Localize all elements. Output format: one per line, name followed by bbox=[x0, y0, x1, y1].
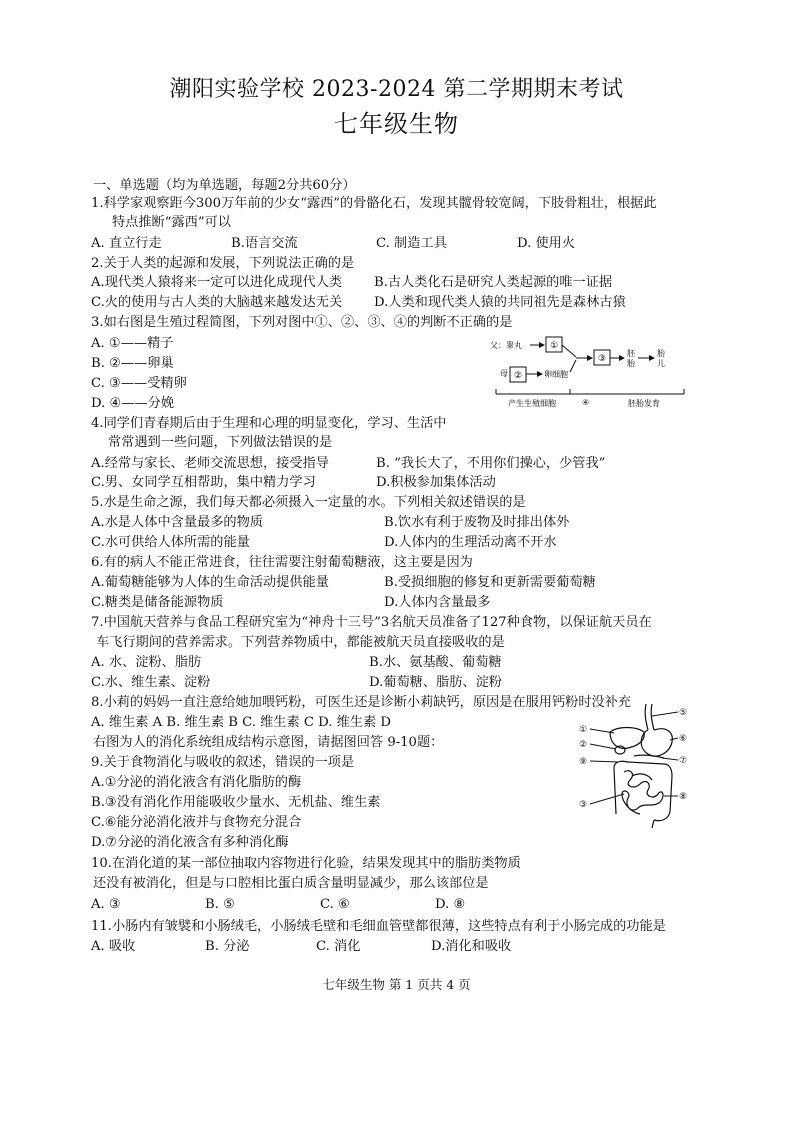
diagram-embryo-1: 胚 bbox=[627, 349, 635, 358]
q3-option-a: A. ①——精子 bbox=[91, 336, 174, 351]
diagram-caption-2: 胚胎发育 bbox=[628, 399, 660, 408]
organ-label-1: ① bbox=[579, 725, 588, 735]
q6-option-c: C.糖类是储备能源物质 bbox=[91, 595, 224, 610]
q11-option-d: D.消化和吸收 bbox=[431, 939, 512, 954]
q2-stem: 2.关于人类的起源和发展，下列说法正确的是 bbox=[91, 256, 355, 271]
q7-option-d: D.葡萄糖、脂肪、淀粉 bbox=[369, 675, 502, 690]
q2-option-d: D.人类和现代类人猿的共同祖先是森林古猿 bbox=[374, 295, 626, 310]
q6-option-b: B.受损细胞的修复和更新需要葡萄糖 bbox=[384, 575, 596, 590]
organ-label-9: ⑨ bbox=[579, 757, 588, 767]
diagram-label-1: ① bbox=[549, 341, 559, 351]
q3-stem: 3.如右图是生殖过程简图，下列对图中①、②、③、④的判断不正确的是 bbox=[91, 315, 513, 330]
page-footer: 七年级生物 第 1 页共 4 页 bbox=[322, 977, 471, 992]
diagram-mother-label: 母： bbox=[500, 369, 516, 378]
q4-option-d: D.积极参加集体活动 bbox=[376, 475, 496, 490]
q9-stem: 9.关于食物消化与吸收的叙述，错误的一项是 bbox=[91, 755, 355, 770]
organ-label-3: ③ bbox=[579, 800, 588, 810]
q10-stem-line1: 10.在消化道的某一部位抽取内容物进行化验，结果发现其中的脂肪类物质 bbox=[91, 856, 521, 871]
q11-stem: 11.小肠内有皱襞和小肠绒毛，小肠绒毛壁和毛细血管壁都很薄，这些特点有利于小肠完成的功能是 bbox=[91, 919, 666, 934]
q9-option-a: A.①分泌的消化液含有消化脂肪的酶 bbox=[91, 775, 302, 790]
diagram-fetus-1: 胎 bbox=[657, 349, 665, 358]
q10-stem-line2: 还没有被消化，但是与口腔相比蛋白质含量明显减少，那么该部位是 bbox=[93, 876, 489, 891]
q8-stem: 8.小莉的妈妈一直注意给她加喂钙粉，可医生还是诊断小莉缺钙，原因是在服用钙粉时没补充 bbox=[91, 695, 632, 710]
q1-option-b: B.语言交流 bbox=[231, 236, 298, 251]
q5-option-a: A.水是人体中含量最多的物质 bbox=[91, 515, 263, 530]
exam-subject: 七年级生物 bbox=[334, 110, 459, 138]
q1-option-d: D. 使用火 bbox=[517, 236, 576, 251]
q6-stem: 6.有的病人不能正常进食，往往需要注射葡萄糖液，这主要是因为 bbox=[91, 555, 473, 570]
q11-option-c: C. 消化 bbox=[316, 939, 361, 954]
digestive-system-diagram bbox=[578, 702, 690, 832]
q7-stem-line2: 车飞行期间的营养需求。下列营养物质中，都能被航天员直接吸收的是 bbox=[96, 635, 505, 650]
q9-option-d: D.⑦分泌的消化液含有多种消化酶 bbox=[91, 835, 289, 850]
q4-option-a: A.经常与家长、老师交流思想，接受指导 bbox=[91, 456, 329, 471]
q2-option-a: A.现代类人猿将来一定可以进化成现代人类 bbox=[91, 275, 343, 290]
q1-option-c: C. 制造工具 bbox=[376, 236, 447, 251]
q5-stem: 5.水是生命之源，我们每天都必须摄入一定量的水。下列相关叙述错误的是 bbox=[91, 495, 526, 510]
q5-option-c: C.水可供给人体所需的能量 bbox=[91, 535, 250, 550]
organ-label-6: ⑥ bbox=[679, 734, 688, 744]
q4-option-c: C.男、女同学互相帮助，集中精力学习 bbox=[91, 475, 316, 490]
organ-label-2: ② bbox=[579, 740, 588, 750]
q7-option-c: C.水、维生素、淀粉 bbox=[91, 675, 211, 690]
q4-stem-line2: 常常遇到一些问题，下列做法错误的是 bbox=[108, 435, 333, 450]
section-heading: 一、单选题（均为单选题，每题2分共60分） bbox=[93, 178, 356, 193]
diagram-label-3: ③ bbox=[597, 354, 607, 364]
q1-option-a: A. 直立行走 bbox=[91, 236, 162, 251]
q9-option-b: B.③没有消化作用能吸收少量水、无机盐、维生素 bbox=[91, 795, 381, 810]
diagram-fetus-2: 儿 bbox=[657, 359, 665, 368]
q4-stem-line1: 4.同学们青春期后由于生理和心理的明显变化，学习、生活中 bbox=[91, 416, 447, 431]
diagram-father-label: 父：睾丸 bbox=[490, 341, 522, 350]
q1-stem-line2: 特点推断“露西”可以 bbox=[112, 215, 231, 230]
reproduction-diagram bbox=[488, 334, 688, 414]
q3-option-c: C. ③——受精卵 bbox=[91, 376, 187, 391]
organ-label-7: ⑦ bbox=[679, 756, 688, 766]
q10-option-a: A. ③ bbox=[91, 897, 121, 912]
organ-label-5: ⑤ bbox=[679, 708, 688, 718]
q6-option-d: D.人体内含量最多 bbox=[384, 595, 491, 610]
q10-option-b: B. ⑤ bbox=[205, 897, 235, 912]
diagram-embryo-2: 胎 bbox=[627, 359, 635, 368]
q7-option-b: B.水、氨基酸、葡萄糖 bbox=[369, 655, 502, 670]
q7-stem-line1: 7.中国航天营养与食品工程研究室为“神舟十三号”3名航天员准备了127种食物，以保证航天员在 bbox=[91, 615, 652, 630]
q8-options: A. 维生素 A B. 维生素 B C. 维生素 C D. 维生素 D bbox=[91, 715, 391, 730]
q3-option-b: B. ②——卵巢 bbox=[91, 356, 174, 371]
q2-option-c: C.火的使用与古人类的大脑越来越发达无关 bbox=[91, 295, 343, 310]
q7-option-a: A. 水、淀粉、脂肪 bbox=[91, 655, 202, 670]
q3-option-d: D. ④——分娩 bbox=[91, 396, 175, 411]
diagram-caption-1: 产生生殖细胞 bbox=[508, 399, 556, 408]
diagram-label-4: ④ bbox=[582, 398, 590, 407]
diagram-egg-label: 卵细胞 bbox=[544, 370, 568, 379]
q11-option-a: A. 吸收 bbox=[91, 939, 136, 954]
q5-option-d: D.人体内的生理活动离不开水 bbox=[384, 535, 557, 550]
q11-option-b: B. 分泌 bbox=[205, 939, 250, 954]
exam-title: 潮阳实验学校 2023-2024 第二学期期末考试 bbox=[169, 77, 624, 102]
q10-option-d: D. ⑧ bbox=[435, 897, 466, 912]
diagram-label-2: ② bbox=[513, 371, 523, 381]
q5-option-b: B.饮水有利于废物及时排出体外 bbox=[384, 515, 570, 530]
q1-stem-line1: 1.科学家观察距今300万年前的少女“露西”的骨骼化石，发现其髋骨较宽阔，下肢骨粗壮，根据此 bbox=[91, 196, 657, 211]
q6-option-a: A.葡萄糖能够为人体的生命活动提供能量 bbox=[91, 575, 329, 590]
q4-option-b: B. “我长大了，不用你们操心，少管我” bbox=[376, 456, 606, 471]
q9-option-c: C.⑥能分泌消化液并与食物充分混合 bbox=[91, 815, 302, 830]
q10-option-c: C. ⑥ bbox=[320, 897, 350, 912]
q2-option-b: B.古人类化石是研究人类起源的唯一证据 bbox=[374, 275, 613, 290]
organ-label-8: ⑧ bbox=[679, 792, 688, 802]
q9-10-intro: 右图为人的消化系统组成结构示意图，请据图回答 9-10题： bbox=[93, 735, 444, 750]
